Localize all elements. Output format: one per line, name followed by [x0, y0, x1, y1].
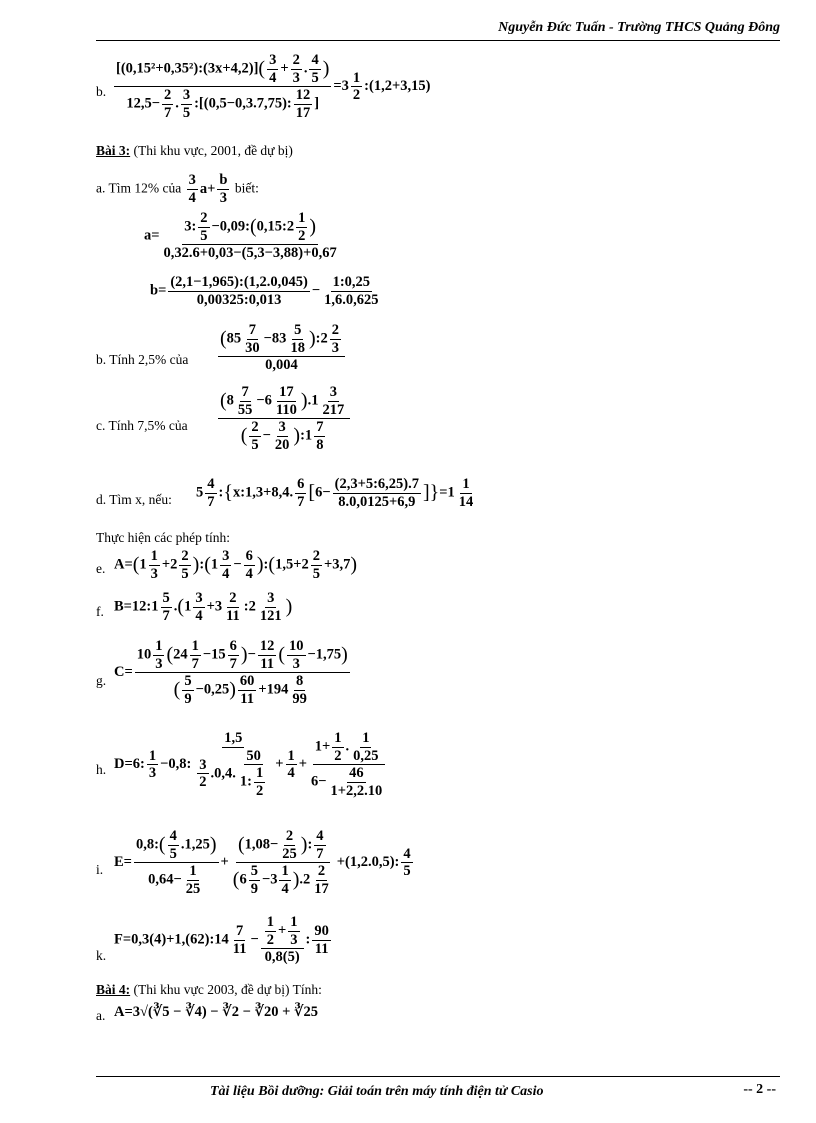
- bai4-title: Bài 4:: [96, 982, 131, 997]
- expression-bai4-a: A=3√(∛5 − ∛4) − ∛2 − ∛20 + ∛25: [114, 1004, 319, 1020]
- bai4-heading: [96, 982, 322, 998]
- bai3-c-label: c. Tính 7,5% của: [96, 418, 188, 433]
- expression-b-prev: [(0,15²+0,35²):(3x+4,2)]( $\frac{3}{4}$ + $\frac{2}{3}$ . $\frac{4}{5}$ ) 12,5− $\frac{2}{7}$ . $\frac{3}{5}$ :[(0,5−0,3.7,75): $\frac{12}{17}$ ] =3 $\frac{1}{2}$ :(1,2+3,15): [116, 52, 431, 122]
- page-header: Nguyễn Đức Tuấn - Trường THCS Quảng Đông: [498, 20, 780, 35]
- item-f-label: f.: [96, 604, 104, 619]
- bai3-heading: [96, 143, 293, 159]
- expression-c-percent: (8 $\frac{7}{55}$ −6 $\frac{17}{110}$ ).1 $\frac{3}{217}$ ( $\frac{2}{5}$ − $\frac{3}{20}$ ):1 $\frac{7}{8}$: [216, 384, 352, 454]
- item-h-label: h.: [96, 762, 107, 777]
- bai4-source: (Thi khu vực 2003, đề dự bị) Tính:: [133, 982, 322, 997]
- expression-g: C= 10 $\frac{1}{3}$ (24 $\frac{1}{7}$ −15 $\frac{6}{7}$ )− $\frac{12}{11}$ ( $\frac{10}{3}$ −1,75) ( $\frac{5}{9}$ −0,25) $\frac{60}{11}$ +194 $\frac{8}{99}$: [114, 638, 348, 708]
- ops-title: Thực hiện các phép tính:: [96, 530, 231, 545]
- expression-h: D=6: $\frac{1}{3}$ −0,8: 1,5 $\frac{3}{2}$ .0,4. 50 1: $\frac{1}{2}$ + $\frac{1}{4}$ + 1+ $\frac{1}{2}$ . $\frac{1}{0,25}$ 6− $\frac{46}{1+2,2.10}$: [114, 730, 390, 800]
- bai3-a-line: a. Tìm 12% của $\frac{3}{4}$ a+ $\frac{b}{3}$ biết:: [96, 172, 259, 206]
- expression-i: E= 0,8:( $\frac{4}{5}$ .1,25) 0,64− $\frac{1}{25}$ + (1,08− $\frac{2}{25}$ ): $\frac{4}{7}$ (6 $\frac{5}{9}$ −3 $\frac{1}{4}$ ).2 $\frac{2}{17}$ +(1,2.0,5): $\frac{4}{5}$: [114, 828, 411, 898]
- bai3-title: Bài 3:: [96, 143, 131, 158]
- item-i-label: i.: [96, 862, 104, 877]
- bai3-a-label: a. Tìm 12% của: [96, 180, 182, 196]
- item-g-label: g.: [96, 673, 107, 688]
- header-rule: [96, 40, 780, 41]
- expression-f: B=12:1 $\frac{5}{7}$ .(1 $\frac{3}{4}$ +3 $\frac{2}{11}$ :2 $\frac{3}{121}$ ): [114, 590, 293, 624]
- expression-e: A=(1 $\frac{1}{3}$ +2 $\frac{2}{5}$ ):(1 $\frac{3}{4}$ − $\frac{6}{4}$ ):(1,5+2 $\frac{2}{5}$ +3,7): [114, 548, 358, 582]
- expression-d: 5 $\frac{4}{7}$ :{x:1,3+8,4. $\frac{6}{7}$ [6− $\frac{(2,3+5:6,25).7}{8.0,0125+6,9}$ ]}=1 $\frac{1}{14}$: [196, 476, 474, 510]
- item-k-label: k.: [96, 948, 107, 963]
- expression-b: b= $\frac{(2,1-1,965):(1,2.0,045)}{0,00325:0,013}$ − $\frac{1:0,25}{1,6.0,625}$: [150, 274, 379, 308]
- bai4-a-label: a.: [96, 1008, 106, 1023]
- expression-k: F=0,3(4)+1,(62):14 $\frac{7}{11}$ − $\frac{1}{2}$ + $\frac{1}{3}$ 0,8(5) : $\frac{90}{11}$: [114, 914, 329, 966]
- expression-b-percent: (85 $\frac{7}{30}$ −83 $\frac{5}{18}$ ):2 $\frac{2}{3}$ 0,004: [216, 322, 347, 374]
- item-b-label: b.: [96, 84, 107, 99]
- page-footer: Tài liệu Bồi dưỡng: Giải toán trên máy tính điện tử Casio: [210, 1084, 544, 1099]
- bai3-b-label: b. Tính 2,5% của: [96, 352, 189, 367]
- expression-a: a= 3: $\frac{2}{5}$ −0,09:(0,15:2 $\frac{1}{2}$ ) 0,32.6+0,03−(5,3−3,88)+0,67: [144, 210, 337, 262]
- bai3-d-label: d. Tìm x, nếu:: [96, 492, 172, 507]
- page-number: -- 2 --: [743, 1082, 776, 1097]
- bai3-a-suffix: biết:: [234, 180, 259, 196]
- bai3-source: (Thi khu vực, 2001, đề dự bị): [133, 143, 293, 158]
- footer-rule: [96, 1076, 780, 1077]
- item-e-label: e.: [96, 561, 106, 576]
